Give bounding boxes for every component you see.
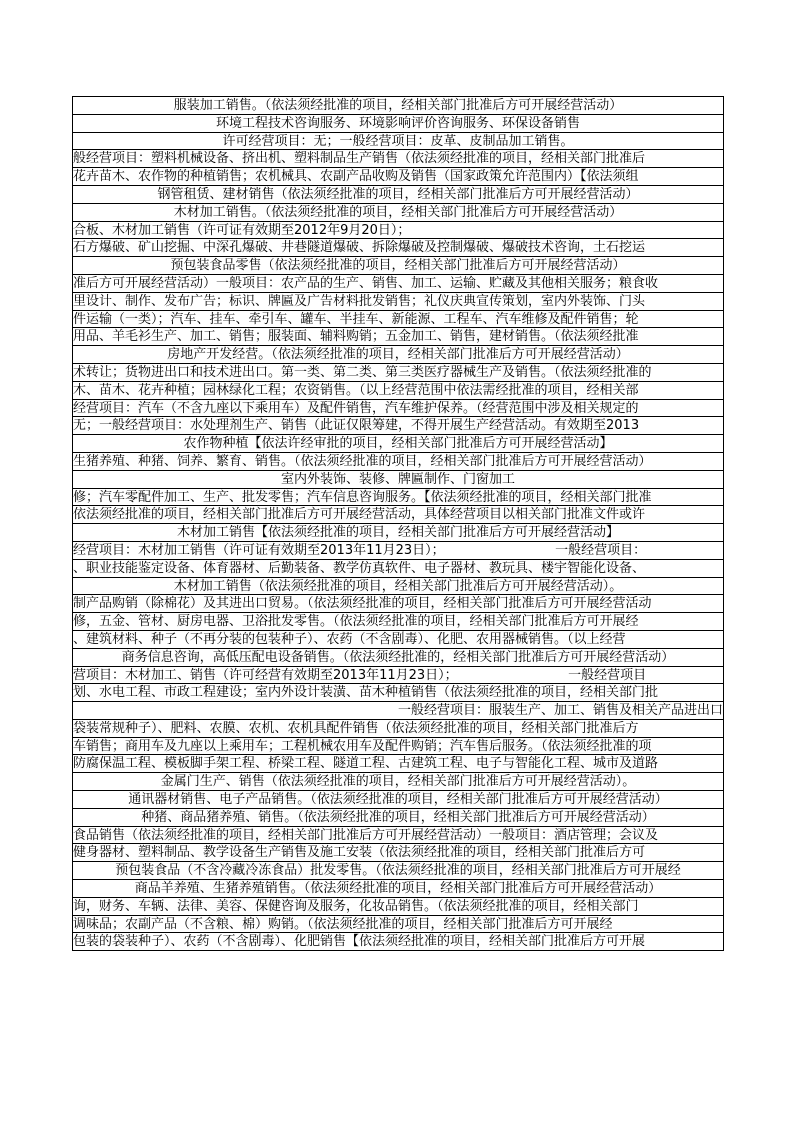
table-row: 车销售；商用车及九座以上乘用车；工程机械农用车及配件购销；汽车售后服务。（依法须经批准的项 — [73, 738, 723, 756]
table-row: 木、苗木、花卉种植；园林绿化工程；农资销售。（以上经营范围中依法需经批准的项目，经相关部 — [73, 382, 723, 400]
table-row: 防腐保温工程、模板脚手架工程、桥梁工程、隧道工程、古建筑工程、电子与智能化工程、城市及道路 — [73, 755, 723, 773]
table-row: 石方爆破、矿山挖掘、中深孔爆破、井巷隧道爆破、拆除爆破及控制爆破、爆破技术咨询，土石挖运 — [73, 239, 723, 257]
table-row: 准后方可开展经营活动）一般项目：农产品的生产、销售、加工、运输、贮藏及其他相关服务；粮食收 — [73, 275, 723, 293]
table-row: 营项目：木材加工、销售（许可经营有效期至2013年11月23日）； 一般经营项目 — [73, 667, 723, 685]
table-row: 健身器材、塑料制品、教学设备生产销售及施工安装（依法须经批准的项目，经相关部门批准后方可 — [73, 844, 723, 862]
table-row: 金属门生产、销售（依法须经批准的项目，经相关部门批准后方可开展经营活动）。 — [73, 773, 723, 791]
table-row: 般经营项目：塑料机械设备、挤出机、塑料制品生产销售（依法须经批准的项目，经相关部门批准后 — [73, 150, 723, 168]
table-row: 划、水电工程、市政工程建设；室内外设计装潢、苗木种植销售（依法须经批准的项目，经相关部门批 — [73, 684, 723, 702]
table-row: 食品销售（依法须经批准的项目，经相关部门批准后方可开展经营活动）一般项目：酒店管理；会议及 — [73, 827, 723, 845]
table-row: 包装的袋装种子）、农药（不含剧毒）、化肥销售【依法须经批准的项目，经相关部门批准后方可开展 — [73, 933, 723, 951]
table-row: 术转让；货物进出口和技术进出口。第一类、第二类、第三类医疗器械生产及销售。（依法须经批准的 — [73, 364, 723, 382]
table-row: 制产品购销（除棉花）及其进出口贸易。（依法须经批准的项目，经相关部门批准后方可开展经营活动 — [73, 595, 723, 613]
table-row: 农作物种植【依法许经审批的项目，经相关部门批准后方可开展经营活动】 — [73, 435, 723, 453]
table-row: 商务信息咨询，高低压配电设备销售。（依法须经批准的，经相关部门批准后方可开展经营活动） — [73, 649, 723, 667]
table-row: 件运输（一类）；汽车、挂车、牵引车、罐车、半挂车、新能源、工程车、汽车维修及配件销售；轮 — [73, 311, 723, 329]
table-row: 环境工程技术咨询服务、环境影响评价咨询服务、环保设备销售 — [73, 115, 723, 133]
table-row: 修，五金、管材、厨房电器、卫浴批发零售。（依法须经批准的项目，经相关部门批准后方可开展经 — [73, 613, 723, 631]
table-row: 里设计、制作、发布广告；标识、牌匾及广告材料批发销售；礼仪庆典宣传策划，室内外装饰、门头 — [73, 293, 723, 311]
table-row: 许可经营项目：无；一般经营项目：皮革、皮制品加工销售。 — [73, 133, 723, 151]
table-row: 经营项目：木材加工销售（许可证有效期至2013年11月23日）； 一般经营项目： — [73, 542, 723, 560]
table-row: 木材加工销售【依法须经批准的项目，经相关部门批准后方可开展经营活动】 — [73, 524, 723, 542]
table-row: 、职业技能鉴定设备、体育器材、后勤装备、教学仿真软件、电子器材、教玩具、楼宇智能化设备、 — [73, 560, 723, 578]
business-scope-table — [72, 96, 724, 951]
table-row: 花卉苗木、农作物的种植销售；农机械具、农副产品收购及销售（国家政策允许范围内）【依法须组 — [73, 168, 723, 186]
table-row: 依法须经批准的项目，经相关部门批准后方可开展经营活动，具体经营项目以相关部门批准文件或许 — [73, 506, 723, 524]
table-row: 木材加工销售。（依法须经批准的项目，经相关部门批准后方可开展经营活动） — [73, 204, 723, 222]
table-row: 袋装常规种子）、肥料、农膜、农机、农机具配件销售（依法须经批准的项目，经相关部门批准后方 — [73, 720, 723, 738]
table-row: 、建筑材料、种子（不再分装的包装种子）、农药（不含剧毒）、化肥、农用器械销售。（以上经营 — [73, 631, 723, 649]
table-row: 生猪养殖、种猪、饲养、繁育、销售。（依法须经批准的项目，经相关部门批准后方可开展经营活动） — [73, 453, 723, 471]
table-row: 房地产开发经营。（依法须经批准的项目，经相关部门批准后方可开展经营活动） — [73, 346, 723, 364]
table-row: 室内外装饰、装修、牌匾制作、门窗加工 — [73, 471, 723, 489]
table-row: 木材加工销售（依法须经批准的项目，经相关部门批准后方可开展经营活动）。 — [73, 578, 723, 596]
table-row: 预包装食品（不含冷藏冷冻食品）批发零售。（依法须经批准的项目，经相关部门批准后方可开展经 — [73, 862, 723, 880]
table-row: 询，财务、车辆、法律、美容、保健咨询及服务，化妆品销售。（依法须经批准的项目，经相关部门 — [73, 898, 723, 916]
table-row: 钢管租赁、建材销售（依法须经批准的项目，经相关部门批准后方可开展经营活动） — [73, 186, 723, 204]
table-row: 一般经营项目：服装生产、加工、销售及相关产品进出口 — [73, 702, 723, 720]
table-row: 通讯器材销售、电子产品销售。（依法须经批准的项目，经相关部门批准后方可开展经营活动） — [73, 791, 723, 809]
table-row: 无；一般经营项目：水处理剂生产、销售（此证仅限筹建，不得开展生产经营活动。有效期至2013 — [73, 417, 723, 435]
table-row: 合板、木材加工销售（许可证有效期至2012年9月20日）； — [73, 222, 723, 240]
table-row: 经营项目：汽车（不含九座以下乘用车）及配件销售，汽车维护保养。（经营范围中涉及相关规定的 — [73, 400, 723, 418]
table-row: 服装加工销售。（依法须经批准的项目，经相关部门批准后方可开展经营活动） — [73, 97, 723, 115]
table-row: 用品、羊毛衫生产、加工、销售；服装面、辅料购销；五金加工、销售，建材销售。（依法须经批准 — [73, 328, 723, 346]
table-row: 种猪、商品猪养殖、销售。（依法须经批准的项目，经相关部门批准后方可开展经营活动） — [73, 809, 723, 827]
table-row: 预包装食品零售（依法须经批准的项目，经相关部门批准后方可开展经营活动） — [73, 257, 723, 275]
table-row: 商品羊养殖、生猪养殖销售。（依法须经批准的项目，经相关部门批准后方可开展经营活动） — [73, 880, 723, 898]
table-row: 调味品；农副产品（不含粮、棉）购销。（依法须经批准的项目，经相关部门批准后方可开展经 — [73, 916, 723, 934]
table-row: 修；汽车零配件加工、生产、批发零售；汽车信息咨询服务。【依法须经批准的项目，经相关部门批准 — [73, 489, 723, 507]
